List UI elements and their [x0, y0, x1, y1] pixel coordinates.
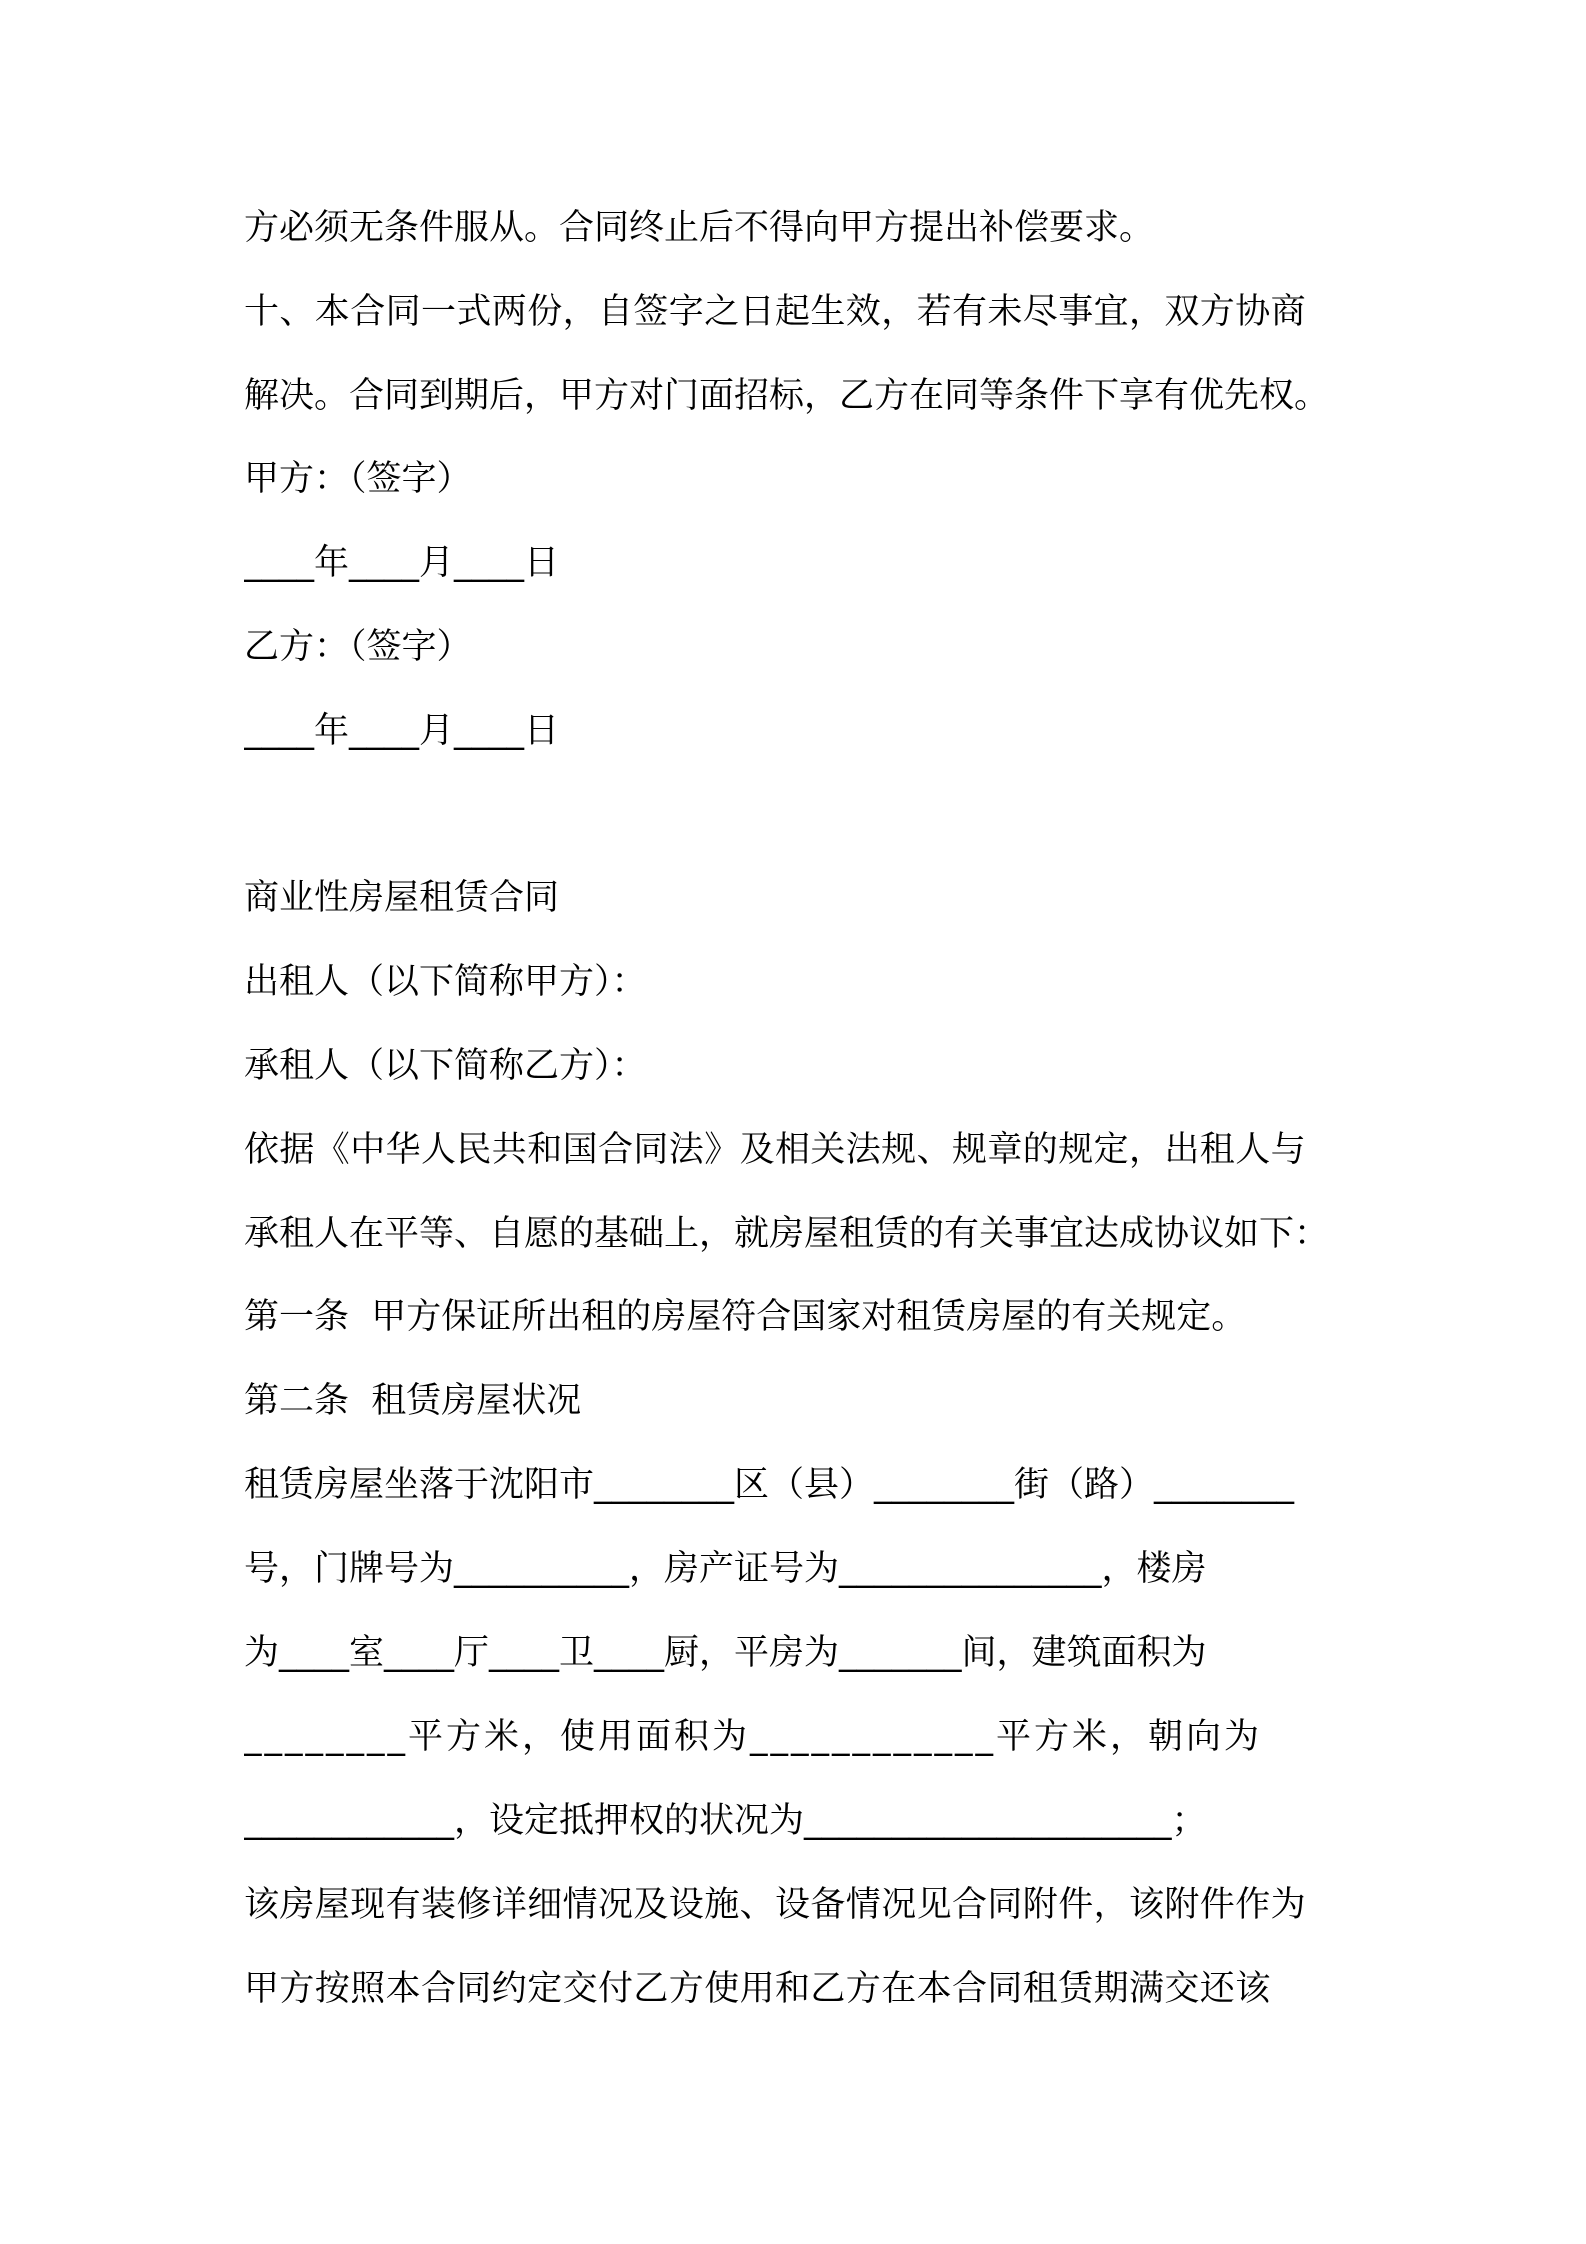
article-2-line-3: 为____室____厅____卫____厨，平房为_______间，建筑面积为 — [244, 1633, 1207, 1673]
article-2-line-1: 租赁房屋坐落于沈阳市________区（县）________街（路）________ — [244, 1465, 1295, 1505]
party-a-date: ____年____月____日 — [244, 543, 560, 583]
party-b-signature: 乙方：（签字） — [244, 627, 472, 667]
article-2-line-4: ________平方米，使用面积为____________平方米，朝向为 — [244, 1717, 1263, 1757]
preamble-line-2: 承租人在平等、自愿的基础上，就房屋租赁的有关事宜达成协议如下： — [244, 1214, 1330, 1254]
lessor-line: 出租人（以下简称甲方）： — [244, 962, 647, 1002]
article-2-line-7: 甲方按照本合同约定交付乙方使用和乙方在本合同租赁期满交还该 — [244, 1969, 1271, 2009]
paragraph-line-1: 方必须无条件服从。合同终止后不得向甲方提出补偿要求。 — [244, 208, 1155, 248]
article-2-heading: 第二条 租赁房屋状况 — [244, 1381, 582, 1421]
article-2-line-6: 该房屋现有装修详细情况及设施、设备情况见合同附件，该附件作为 — [244, 1885, 1307, 1925]
paragraph-line-3: 解决。合同到期后，甲方对门面招标，乙方在同等条件下享有优先权。 — [244, 376, 1330, 416]
party-a-signature: 甲方：（签字） — [244, 459, 472, 499]
preamble-line-1: 依据《中华人民共和国合同法》及相关法规、规章的规定，出租人与 — [244, 1130, 1307, 1170]
contract-title: 商业性房屋租赁合同 — [244, 878, 560, 918]
party-b-date: ____年____月____日 — [244, 711, 560, 751]
paragraph-line-2: 十、本合同一式两份，自签字之日起生效，若有未尽事宜，双方协商 — [244, 292, 1307, 332]
article-2-line-2: 号，门牌号为__________，房产证号为_______________，楼房 — [244, 1549, 1207, 1589]
article-1: 第一条 甲方保证所出租的房屋符合国家对租赁房屋的有关规定。 — [244, 1297, 1247, 1337]
lessee-line: 承租人（以下简称乙方）： — [244, 1046, 647, 1086]
article-2-line-5: ____________，设定抵押权的状况为_____________________； — [244, 1801, 1207, 1841]
